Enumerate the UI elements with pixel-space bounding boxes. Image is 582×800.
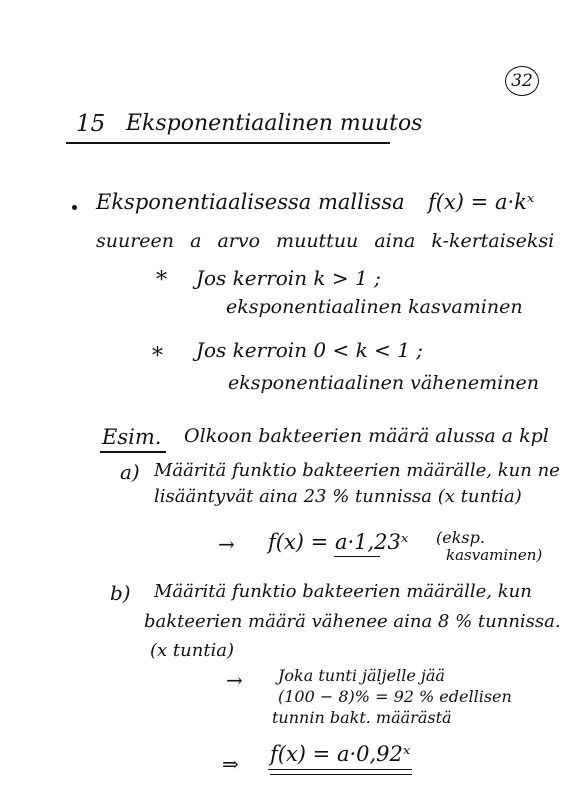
example-label-underline xyxy=(100,451,166,453)
definition-line1: Eksponentiaalisessa mallissa xyxy=(96,190,405,214)
part-b-answer-underline-2 xyxy=(270,774,412,775)
part-a-label: a) xyxy=(120,460,140,484)
heading-number: 15 xyxy=(76,111,106,137)
case1-line1: Jos kerroin k > 1 ; xyxy=(196,266,381,290)
part-a-answer-underline xyxy=(334,556,380,557)
part-b-reason-line3: tunnin bakt. määrästä xyxy=(272,708,452,727)
part-b-answer-arrow: ⇒ xyxy=(222,752,239,776)
part-a-note-line1: (eksp. xyxy=(436,528,485,547)
part-b-reason-line1: Joka tunti jäljelle jää xyxy=(278,666,445,685)
example-intro: Olkoon bakteerien määrä alussa a kpl xyxy=(184,425,549,447)
part-b-reason-line2: (100 − 8)% = 92 % edellisen xyxy=(278,687,512,706)
part-a-note-line2: kasvaminen) xyxy=(446,546,543,564)
part-b-line2: bakteerien määrä vähenee aina 8 % tunnissa. xyxy=(144,611,561,632)
bullet-dot xyxy=(72,205,77,210)
part-b-label: b) xyxy=(110,581,131,605)
case2-line2: eksponentiaalinen väheneminen xyxy=(228,372,539,394)
part-a-answer: f(x) = a·1,23ˣ xyxy=(268,530,409,554)
heading-underline xyxy=(66,142,390,144)
part-b-line3: (x tuntia) xyxy=(150,640,235,661)
part-b-line1: Määritä funktio bakteerien määrälle, kun xyxy=(154,581,532,602)
case1-marker: * xyxy=(156,268,167,293)
part-a-line1: Määritä funktio bakteerien määrälle, kun ne xyxy=(154,460,560,481)
definition-line2: suureen a arvo muuttuu aina k-kertaiseksi xyxy=(96,230,555,252)
case2-line1: Jos kerroin 0 < k < 1 ; xyxy=(196,338,424,362)
part-b-answer-underline-1 xyxy=(268,769,412,770)
example-label: Esim. xyxy=(102,425,162,449)
part-a-arrow: → xyxy=(218,532,235,556)
page-number: 32 xyxy=(505,66,539,96)
part-b-answer: f(x) = a·0,92ˣ xyxy=(270,742,411,766)
definition-formula: f(x) = a·kˣ xyxy=(428,190,535,214)
heading-title: Eksponentiaalinen muutos xyxy=(126,111,423,136)
part-b-arrow: → xyxy=(226,668,243,692)
part-a-line2: lisääntyvät aina 23 % tunnissa (x tuntia) xyxy=(154,486,522,507)
case2-marker: * xyxy=(152,344,163,369)
case1-line2: eksponentiaalinen kasvaminen xyxy=(226,296,523,318)
